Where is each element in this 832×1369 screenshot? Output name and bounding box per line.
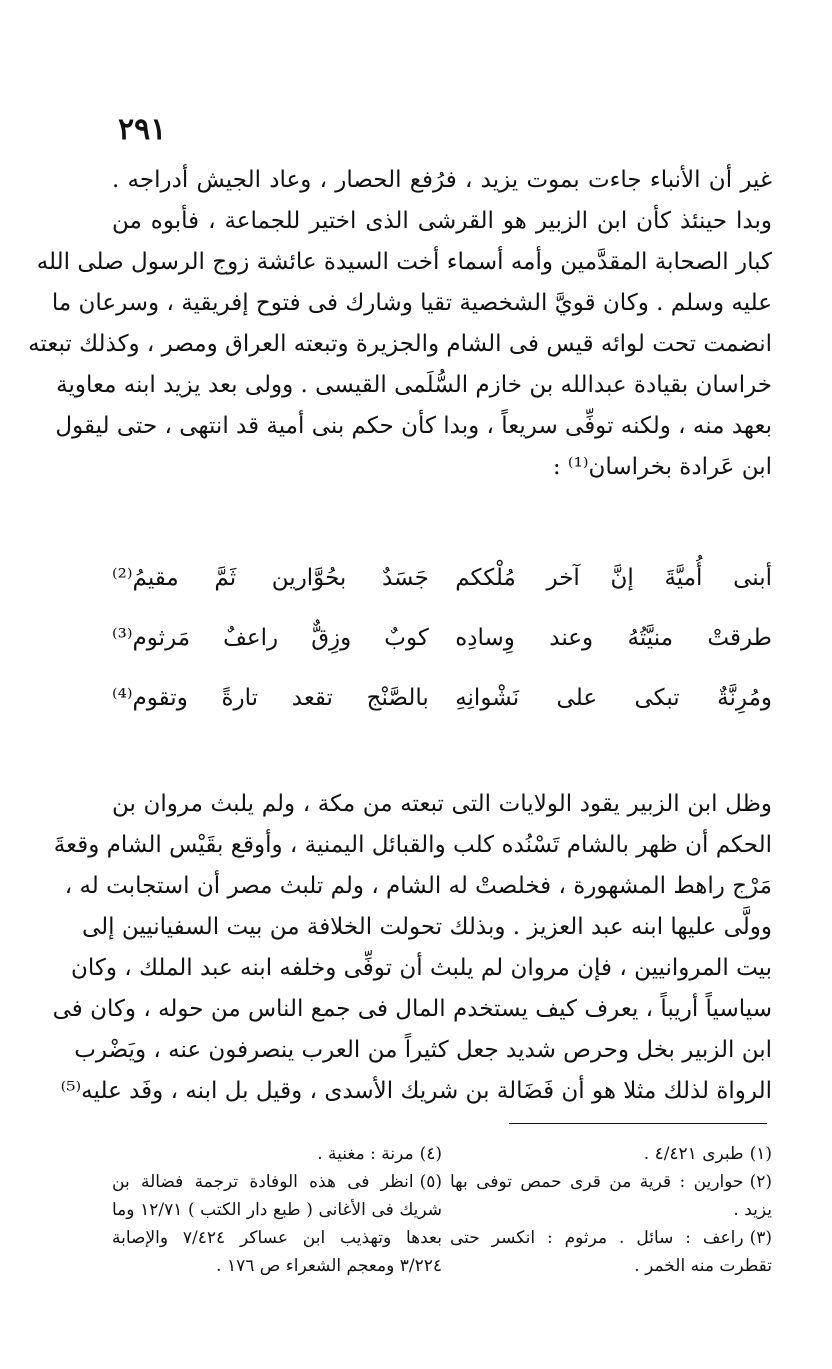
text-line: بيت المروانيين ، فإن مروان لم يلبث أن توفِّى وخلفه ابنه عبد الملك ، وكان	[70, 955, 772, 981]
verse-first-hemistich: ومُرِنَّةٌ تبكى على نَشْوانِهِ	[455, 685, 772, 711]
text-line: الحكم أن ظهر بالشام تَسْنُده كلب والقبائل اليمنية ، وأوقع بقَيْس الشام وقعةَ	[53, 832, 772, 858]
footnote	[450, 1168, 772, 1224]
text-line: كبار الصحابة المقدَّمين وأمه أسماء أخت السيدة عائشة زوج الرسول صلى الله	[36, 249, 772, 275]
footnote-text: انظر فى هذه الوفادة ترجمة فضالة بن شريك فى الأغانى ( طبع دار الكتب ) ١٢/٧١ وما بعدها وتهذيب ابن عساكر ٧/٤٢٤ والإصابة ٣/٢٢٤ ومعجم الشعراء ص ١٧٦ .	[112, 1172, 443, 1276]
text-line: سياسياً أريباً ، يعرف كيف يستخدم المال فى جمع الناس من حوله ، وكان فى	[52, 996, 772, 1022]
verse-second-hemistich: جَسَدٌ بحُوَّارين ثَمَّ مقيمُ⁽²⁾	[112, 565, 429, 591]
paragraph-1	[28, 160, 772, 488]
footnote-text: حوارين : قرية من قرى حمص توفى بها يزيد .	[450, 1172, 772, 1220]
footnote-divider	[509, 1123, 767, 1124]
footnote	[450, 1224, 772, 1280]
verse-first-hemistich: أبنى أُميَّةَ إنَّ آخر مُلْككم	[455, 565, 772, 591]
footnote-number: (٤)	[419, 1144, 442, 1164]
footnote-number: (٢)	[749, 1172, 772, 1192]
paragraph-2	[52, 784, 772, 1112]
text-line: وظل ابن الزبير يقود الولايات التى تبعته من مكة ، ولم يلبث مروان بن	[112, 791, 772, 817]
footnote-text: مرنة : مغنية .	[317, 1144, 414, 1164]
poem-verse	[112, 608, 772, 668]
verse-second-hemistich: كوبٌ وزِقٌّ راعفٌ مَرثوم⁽³⁾	[112, 625, 429, 651]
footnotes-left-column	[112, 1140, 442, 1280]
page-number: ٢٩١	[118, 112, 167, 147]
text-line: غير أن الأنباء جاءت بموت يزيد ، فرُفع الحصار ، وعاد الجيش أدراجه .	[112, 167, 772, 193]
text-line: عليه وسلم . وكان قويَّ الشخصية تقيا وشارك فى فتوح إفريقية ، وسرعان ما	[51, 290, 772, 316]
footnote-number: (١)	[749, 1144, 772, 1164]
text-line: وبدا حينئذ كأن ابن الزبير هو القرشى الذى اختير للجماعة ، فأبوه من	[112, 208, 772, 234]
footnote	[112, 1140, 442, 1168]
poem-verse	[112, 668, 772, 728]
footnotes-right-column	[450, 1140, 772, 1280]
text-line: خراسان بقيادة عبدالله بن خازم السُّلَمى القيسى . وولى بعد يزيد ابنه معاوية	[56, 372, 772, 398]
poem-verse	[112, 548, 772, 608]
footnote-number: (٣)	[749, 1228, 772, 1248]
footnote-text: راعف : سائل . مرثوم : انكسر حتى تقطرت منه الخمر .	[450, 1228, 772, 1276]
footnote	[450, 1140, 772, 1168]
footnote-text: طبرى ٤/٤٢١ .	[643, 1144, 744, 1164]
text-line: ابن الزبير بخل وحرص شديد جعل كثيراً من العرب ينصرفون عنه ، ويَضْرب	[74, 1037, 772, 1063]
verse-first-hemistich: طرقتْ منيَّتُهُ وعند وِسادِه	[455, 625, 772, 651]
text-line: وولَّى عليها ابنه عبد العزيز . وبذلك تحولت الخلافة من بيت السفيانيين إلى	[82, 914, 772, 940]
text-line: ابن عَرادة بخراسان⁽¹⁾ :	[552, 454, 772, 480]
verse-second-hemistich: بالصَّنْج تقعد تارةً وتقوم⁽⁴⁾	[112, 685, 429, 711]
text-line: الرواة لذلك مثلا هو أن فَضَالة بن شريك الأسدى ، وقيل بل ابنه ، وفَد عليه⁽⁵⁾	[60, 1078, 772, 1104]
footnote-number: (٥)	[419, 1172, 442, 1192]
text-line: مَرْج راهط المشهورة ، فخلصتْ له الشام ، ولم تلبث مصر أن استجابت له ،	[64, 873, 772, 899]
text-line: انضمت تحت لوائه قيس فى الشام والجزيرة وتبعته العراق ومصر ، وكذلك تبعته	[28, 331, 772, 357]
poem	[112, 548, 772, 728]
text-line: بعهد منه ، ولكنه توفِّى سريعاً ، وبدا كأن حكم بنى أمية قد انتهى ، حتى ليقول	[55, 413, 772, 439]
footnote	[112, 1168, 442, 1280]
